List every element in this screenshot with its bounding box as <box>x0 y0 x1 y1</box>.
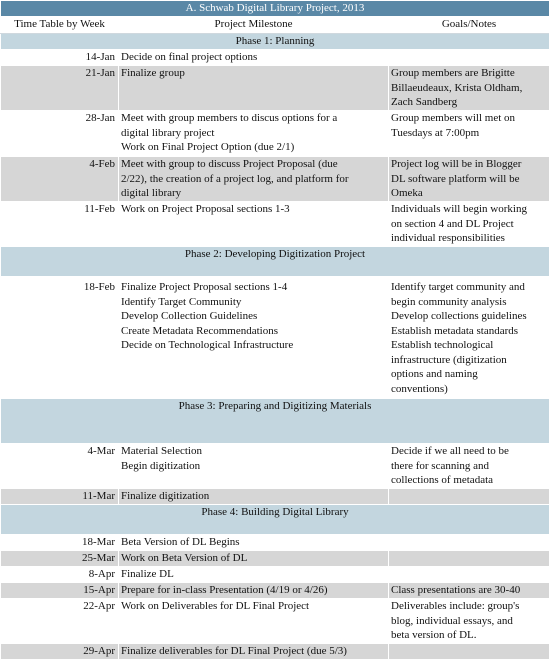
note-line: Establish technological <box>391 339 494 351</box>
milestone-line: Beta Version of DL Begins <box>121 536 240 548</box>
row-milestone <box>119 535 389 551</box>
table-row <box>1 489 549 505</box>
row-date: 4-Feb <box>1 157 119 202</box>
table-row <box>1 157 549 202</box>
milestone-line: Work on Final Project Option (due 2/1) <box>121 141 295 153</box>
row-milestone <box>119 489 389 505</box>
row-date: 4-Mar <box>1 444 119 489</box>
milestone-line: Begin digitization <box>121 459 201 472</box>
note-line: Group members are Brigitte <box>391 67 515 79</box>
phase-title: Phase 1: Planning <box>1 34 549 50</box>
milestone-line: Meet with group members to discus options for a <box>121 112 338 124</box>
table-row <box>1 644 549 660</box>
table-row <box>1 66 549 111</box>
milestone-line: Identify Target Community <box>121 295 242 308</box>
table-row <box>1 202 549 247</box>
note-line: Tuesdays at 7:00pm <box>391 126 480 139</box>
milestone-line: Work on Project Proposal sections 1-3 <box>121 203 290 215</box>
row-notes <box>389 66 549 111</box>
note-line: there for scanning and <box>391 459 490 472</box>
table-row <box>1 50 549 66</box>
row-notes <box>389 489 549 505</box>
phase-row <box>1 399 549 444</box>
note-line: Identify target community and <box>391 281 525 293</box>
row-milestone <box>119 111 389 157</box>
note-line: Omeka <box>391 187 423 199</box>
note-line: Project log will be in Blogger <box>391 158 522 170</box>
note-line: Develop collections guidelines <box>391 310 527 322</box>
milestone-line: Decide on final project options <box>121 51 258 63</box>
row-date: 11-Feb <box>1 202 119 247</box>
header-row <box>1 17 549 34</box>
note-line: collections of metadata <box>391 474 494 486</box>
row-milestone <box>119 66 389 111</box>
phase-title: Phase 3: Preparing and Digitizing Materials <box>1 399 549 444</box>
row-date: 11-Mar <box>1 489 119 505</box>
note-line: Establish metadata standards <box>391 324 519 337</box>
table-row <box>1 111 549 157</box>
note-line: Billaeudeaux, Krista Oldham, <box>391 81 523 94</box>
milestone-line: Finalize deliverables for DL Final Project (due 5/3) <box>121 645 347 657</box>
table-row <box>1 277 549 399</box>
row-milestone <box>119 277 389 399</box>
row-milestone <box>119 583 389 599</box>
row-milestone <box>119 444 389 489</box>
table-row <box>1 583 549 599</box>
table-row <box>1 535 549 551</box>
row-notes <box>389 535 549 551</box>
row-milestone <box>119 202 389 247</box>
row-notes <box>389 277 549 399</box>
milestone-line: digital library project <box>121 126 215 139</box>
note-line: Class presentations are 30-40 <box>391 584 521 596</box>
note-line: individual responsibilities <box>391 232 505 244</box>
row-date: 14-Jan <box>1 50 119 66</box>
milestone-line: Finalize group <box>121 67 185 79</box>
table-title: A. Schwab Digital Library Project, 2013 <box>1 1 549 17</box>
note-line: on section 4 and DL Project <box>391 217 514 230</box>
row-notes <box>389 599 549 644</box>
note-line: Zach Sandberg <box>391 96 458 108</box>
milestone-line: Work on Deliverables for DL Final Project <box>121 600 310 612</box>
milestone-line: 2/22), the creation of a project log, and platform for <box>121 172 349 185</box>
note-line: options and naming <box>391 368 478 380</box>
phase-title: Phase 4: Building Digital Library <box>1 505 549 535</box>
row-notes <box>389 157 549 202</box>
header-milestone: Project Milestone <box>119 17 389 34</box>
row-notes <box>389 111 549 157</box>
table-row <box>1 551 549 567</box>
note-line: Deliverables include: group's <box>391 600 520 612</box>
milestone-line: Develop Collection Guidelines <box>121 310 258 322</box>
note-line: infrastructure (digitization <box>391 353 507 366</box>
note-line: Decide if we all need to be <box>391 445 509 457</box>
milestone-line: Decide on Technological Infrastructure <box>121 339 294 351</box>
header-goals: Goals/Notes <box>389 17 549 34</box>
row-notes <box>389 202 549 247</box>
row-date: 28-Jan <box>1 111 119 157</box>
phase-row <box>1 505 549 535</box>
phase-title: Phase 2: Developing Digitization Project <box>1 247 549 277</box>
row-notes <box>389 567 549 583</box>
row-date: 8-Apr <box>1 567 119 583</box>
row-date: 25-Mar <box>1 551 119 567</box>
title-row <box>1 1 549 17</box>
row-notes <box>389 444 549 489</box>
milestone-line: Finalize DL <box>121 568 174 580</box>
row-milestone <box>119 567 389 583</box>
note-line: DL software platform will be <box>391 172 520 185</box>
note-line: Individuals will begin working <box>391 203 527 215</box>
milestone-line: Work on Beta Version of DL <box>121 552 248 564</box>
row-milestone <box>119 644 389 660</box>
milestone-line: Meet with group to discuss Project Proposal (due <box>121 158 338 170</box>
milestone-line: Prepare for in-class Presentation (4/19 or 4/26) <box>121 584 328 596</box>
table-row <box>1 567 549 583</box>
row-milestone <box>119 551 389 567</box>
phase-row <box>1 247 549 277</box>
row-date: 21-Jan <box>1 66 119 111</box>
note-line: beta version of DL. <box>391 629 477 641</box>
row-notes <box>389 50 549 66</box>
table-row <box>1 599 549 644</box>
row-notes <box>389 644 549 660</box>
note-line: blog, individual essays, and <box>391 614 513 627</box>
phase-row <box>1 34 549 50</box>
row-milestone <box>119 50 389 66</box>
row-date: 29-Apr <box>1 644 119 660</box>
milestone-line: Material Selection <box>121 445 202 457</box>
row-milestone <box>119 157 389 202</box>
milestone-line: Finalize digitization <box>121 490 210 502</box>
header-week: Time Table by Week <box>1 17 119 34</box>
milestone-line: Create Metadata Recommendations <box>121 324 278 337</box>
row-notes <box>389 551 549 567</box>
note-line: conventions) <box>391 382 448 395</box>
row-notes <box>389 583 549 599</box>
note-line: begin community analysis <box>391 295 507 308</box>
row-date: 22-Apr <box>1 599 119 644</box>
table-row <box>1 444 549 489</box>
milestone-line: digital library <box>121 187 182 199</box>
row-date: 18-Feb <box>1 277 119 399</box>
milestone-line: Finalize Project Proposal sections 1-4 <box>121 281 288 293</box>
note-line: Group members will met on <box>391 112 516 124</box>
row-date: 15-Apr <box>1 583 119 599</box>
row-milestone <box>119 599 389 644</box>
row-date: 18-Mar <box>1 535 119 551</box>
